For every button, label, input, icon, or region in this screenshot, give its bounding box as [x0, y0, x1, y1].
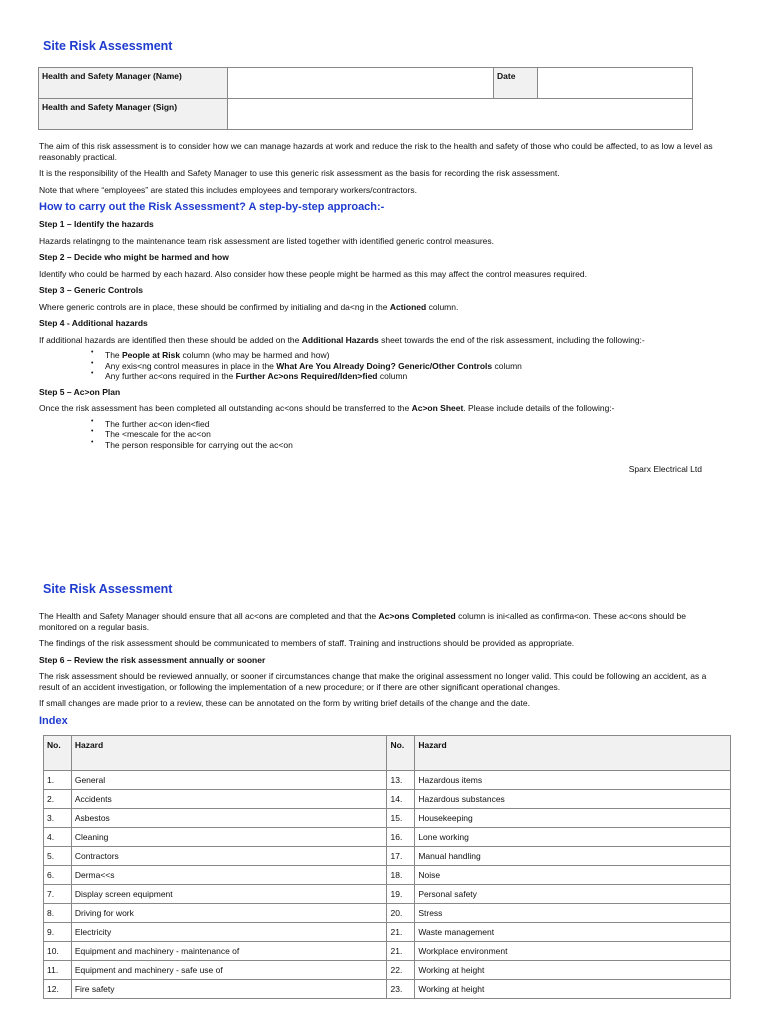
- table-row: [44, 922, 731, 941]
- table-row: [44, 979, 731, 998]
- paragraph: The risk assessment should be reviewed annually, or sooner if circumstances change that make the original assessment no longer valid. This could be following an accident, as a result of an accident investigation, or following the implementation of a new procedure; or if there are other significant operational changes.: [39, 671, 707, 692]
- hazard-number: 15.: [387, 808, 415, 827]
- column-header-hazard: Hazard: [71, 735, 387, 770]
- page-title: Site Risk Assessment: [43, 582, 173, 596]
- list-item: [91, 429, 719, 440]
- step-4-heading: Step 4 - Additional hazards: [39, 318, 148, 328]
- hazard-name: Contractors: [71, 846, 387, 865]
- hazard-number: 19.: [387, 884, 415, 903]
- index-header-row: [44, 735, 731, 770]
- list-item: [91, 440, 719, 451]
- hazard-name: Equipment and machinery - maintenance of: [71, 941, 387, 960]
- bold-term: Additional Hazards: [301, 334, 379, 345]
- date-label: Date: [494, 68, 538, 99]
- text-span: Once the risk assessment has been completed all outstanding ac<ons should be transferred to the: [39, 403, 412, 413]
- hazard-number: 10.: [44, 941, 72, 960]
- table-row: [44, 789, 731, 808]
- text-span: column is ini<alled as confirma<on. These ac<ons should be monitored on a regular basis.: [39, 611, 686, 632]
- text-span: The Health and Safety Manager should ensure that all ac<ons are completed and that the: [39, 611, 379, 621]
- hazard-name: Hazardous substances: [415, 789, 731, 808]
- hazard-name: Waste management: [415, 922, 731, 941]
- step-2-text: Identify who could be harmed by each hazard. Also consider how these people might be harmed as this may affect the control measures required.: [39, 268, 587, 279]
- hazard-name: Manual handling: [415, 846, 731, 865]
- text-span: column (who may be harmed and how): [180, 350, 330, 360]
- hazard-name: Working at height: [415, 979, 731, 998]
- hazard-name: Workplace environment: [415, 941, 731, 960]
- date-field[interactable]: [538, 68, 693, 99]
- hazard-number: 21.: [387, 922, 415, 941]
- text-span: The: [105, 350, 123, 360]
- column-header-no: No.: [44, 735, 72, 770]
- table-row: [44, 960, 731, 979]
- step-4-text: [39, 335, 719, 346]
- hazard-number: 20.: [387, 903, 415, 922]
- table-row: [44, 865, 731, 884]
- step-4-bullet-list: [91, 350, 719, 382]
- hazard-number: 2.: [44, 789, 72, 808]
- column-header-no: No.: [387, 735, 415, 770]
- hazard-number: 16.: [387, 827, 415, 846]
- text-span: The further ac<on iden<fied: [105, 418, 210, 429]
- step-5-text: [39, 403, 719, 414]
- table-row: [44, 846, 731, 865]
- intro-paragraph: It is the responsibility of the Health and Safety Manager to use this generic risk assessment as the basis for recording the risk assessment.: [39, 168, 560, 178]
- bold-term: Actioned: [389, 301, 427, 312]
- table-row: [44, 941, 731, 960]
- paragraph: If small changes are made prior to a review, these can be annotated on the form by writing brief details of the change and the date.: [39, 698, 530, 708]
- step-3-text: [39, 302, 719, 313]
- paragraph: The findings of the risk assessment should be communicated to members of staff. Training and instructions should be provided as appropriate.: [39, 638, 575, 648]
- hazard-number: 21.: [387, 941, 415, 960]
- hazard-number: 1.: [44, 770, 72, 789]
- list-item: [91, 361, 719, 372]
- text-span: The <mescale for the ac<on: [105, 429, 211, 439]
- hazard-number: 12.: [44, 979, 72, 998]
- page-title: Site Risk Assessment: [43, 39, 173, 53]
- hazard-name: Hazardous items: [415, 770, 731, 789]
- hazard-name: Asbestos: [71, 808, 387, 827]
- list-item: [91, 350, 719, 361]
- bullet-icon: •: [91, 349, 94, 356]
- hazard-number: 23.: [387, 979, 415, 998]
- bold-term: What Are You Already Doing? Generic/Other Controls: [276, 360, 493, 371]
- hazard-name: Housekeeping: [415, 808, 731, 827]
- table-row: [44, 903, 731, 922]
- step-5-bullet-list: [91, 419, 719, 451]
- step-1-heading: Step 1 – Identify the hazards: [39, 219, 154, 229]
- bold-term: Ac>on Sheet: [411, 403, 464, 413]
- text-span: column: [377, 371, 408, 381]
- text-span: If additional hazards are identified then these should be added on the: [39, 334, 302, 345]
- page-1-body: [39, 141, 719, 474]
- hazard-name: Noise: [415, 865, 731, 884]
- table-row: [44, 808, 731, 827]
- hazard-number: 3.: [44, 808, 72, 827]
- hazard-number: 11.: [44, 960, 72, 979]
- hazard-number: 13.: [387, 770, 415, 789]
- step-6-heading: Step 6 – Review the risk assessment annually or sooner: [39, 654, 266, 665]
- index-heading: Index: [39, 714, 68, 727]
- company-name: Sparx Electrical Ltd: [628, 464, 702, 474]
- table-row: [44, 827, 731, 846]
- intro-paragraph: Note that where “employees” are stated this includes employees and temporary workers/contractors.: [39, 184, 417, 195]
- index-table-body: [44, 770, 731, 998]
- column-header-hazard: Hazard: [415, 735, 731, 770]
- step-1-text: Hazards relatingng to the maintenance team risk assessment are listed together with identified generic control measures.: [39, 235, 494, 246]
- hazard-number: 18.: [387, 865, 415, 884]
- intro-paragraph: The aim of this risk assessment is to consider how we can manage hazards at work and reduce the risk to the health and safety of those who could be affected, to as low a level as reasonably practical.: [39, 141, 713, 162]
- hazard-name: Fire safety: [71, 979, 387, 998]
- manager-name-field[interactable]: [228, 68, 494, 99]
- list-item: [91, 371, 719, 382]
- hazard-name: Equipment and machinery - safe use of: [71, 960, 387, 979]
- hazard-number: 22.: [387, 960, 415, 979]
- hazard-name: Personal safety: [415, 884, 731, 903]
- hazard-name: Accidents: [71, 789, 387, 808]
- hazard-number: 5.: [44, 846, 72, 865]
- text-span: The person responsible for carrying out the ac<on: [105, 439, 293, 450]
- bold-term: Ac>ons Completed: [378, 611, 456, 621]
- text-span: column: [492, 360, 522, 371]
- hazard-name: Cleaning: [71, 827, 387, 846]
- bullet-icon: •: [91, 370, 94, 377]
- bullet-icon: •: [91, 359, 94, 367]
- manager-sign-label: Health and Safety Manager (Sign): [39, 99, 228, 130]
- how-to-heading: How to carry out the Risk Assessment? A step-by-step approach:-: [39, 201, 385, 213]
- bullet-icon: •: [91, 438, 94, 446]
- step-3-heading: Step 3 – Generic Controls: [39, 285, 143, 295]
- hazard-name: Stress: [415, 903, 731, 922]
- paragraph: [39, 611, 719, 632]
- text-span: Where generic controls are in place, these should be confirmed by initialing and da<ng in the: [39, 301, 390, 312]
- page-2-body: [39, 611, 719, 999]
- manager-table: [38, 67, 693, 130]
- table-row: [44, 770, 731, 789]
- hazard-name: Electricity: [71, 922, 387, 941]
- table-row: [44, 884, 731, 903]
- hazard-number: 7.: [44, 884, 72, 903]
- index-table: [43, 735, 731, 999]
- text-span: Any further ac<ons required in the: [105, 371, 236, 381]
- text-span: Any exis<ng control measures in place in the: [105, 360, 277, 371]
- bullet-icon: •: [91, 428, 94, 435]
- hazard-number: 6.: [44, 865, 72, 884]
- hazard-name: Derma<<s: [71, 865, 387, 884]
- step-2-heading: Step 2 – Decide who might be harmed and how: [39, 252, 229, 262]
- hazard-name: Display screen equipment: [71, 884, 387, 903]
- step-5-heading: Step 5 – Ac>on Plan: [39, 386, 121, 397]
- hazard-name: General: [71, 770, 387, 789]
- text-span: column.: [426, 301, 459, 312]
- manager-sign-field[interactable]: [228, 99, 693, 130]
- hazard-number: 14.: [387, 789, 415, 808]
- hazard-name: Working at height: [415, 960, 731, 979]
- text-span: sheet towards the end of the risk assessment, including the following:-: [378, 334, 645, 345]
- hazard-number: 8.: [44, 903, 72, 922]
- hazard-number: 4.: [44, 827, 72, 846]
- hazard-name: Lone working: [415, 827, 731, 846]
- hazard-number: 9.: [44, 922, 72, 941]
- hazard-name: Driving for work: [71, 903, 387, 922]
- bullet-icon: •: [91, 417, 94, 425]
- manager-name-label: Health and Safety Manager (Name): [39, 68, 228, 99]
- hazard-number: 17.: [387, 846, 415, 865]
- list-item: [91, 419, 719, 430]
- text-span: . Please include details of the following:-: [463, 403, 615, 413]
- bold-term: People at Risk: [122, 350, 181, 360]
- bold-term: Further Ac>ons Required/Iden>fied: [235, 371, 378, 381]
